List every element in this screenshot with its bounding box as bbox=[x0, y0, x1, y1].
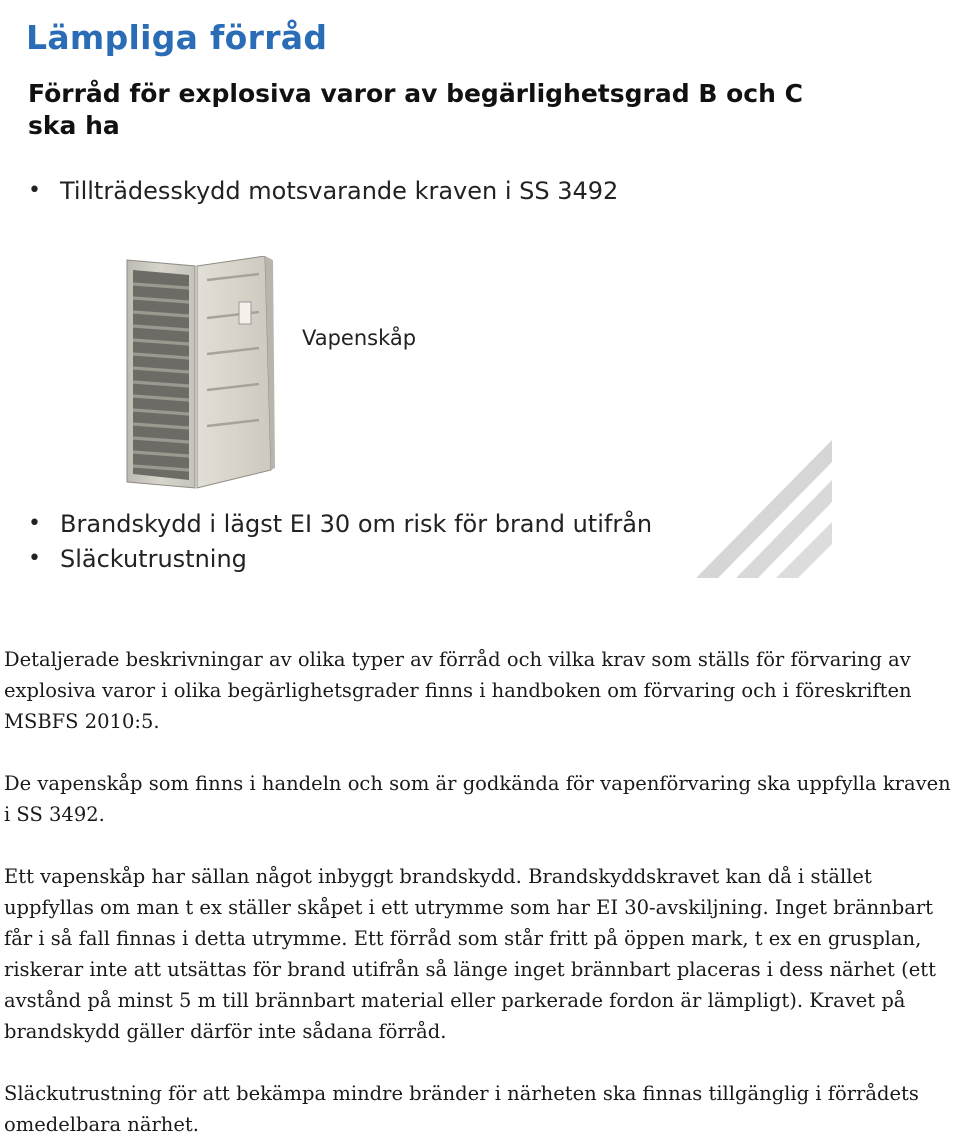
cabinet-label: Vapenskåp bbox=[302, 326, 417, 350]
bullet-fire-protection: • Brandskydd i lägst EI 30 om risk för brand utifrån bbox=[28, 509, 652, 539]
paragraph-fire-protection: Ett vapenskåp har sällan något inbyggt brandskydd. Brandskyddskravet kan då i stället uppfyllas om man t ex ställer skåpet i ett utrymme som har EI 30-avskiljning. Inget brännbart får i så fall finnas i detta utrymme. Ett förråd som står fritt på öppen mark, t ex en grusplan, riskerar inte att utsättas för brand utifrån så länge inget brännbart placeras i dess närhet (ett avstånd på minst 5 m till brännbart material eller parkerade fordon är lämpligt). Kravet på brandskydd gäller därför inte sådana förråd. bbox=[4, 865, 936, 1043]
bullet-extinguishing-equipment: • Släckutrustning bbox=[28, 544, 247, 574]
bullet-access-protection: • Tillträdesskydd motsvarande kraven i SS 3492 bbox=[28, 176, 618, 206]
decorative-corner-stripes bbox=[690, 440, 832, 578]
paragraph-storage-description: Detaljerade beskrivningar av olika typer av förråd och vilka krav som ställs för förvaring av explosiva varor i olika begärlighetsgrader finns i handboken om förvaring och i föreskriften MSBFS 2010:5. bbox=[4, 648, 912, 733]
paragraph-extinguishing: Släckutrustning för att bekämpa mindre bränder i närheten ska finnas tillgänglig i förrådets omedelbara närhet. bbox=[4, 1082, 919, 1136]
slide-image bbox=[0, 0, 840, 580]
slide-title: Lämpliga förråd bbox=[26, 18, 328, 57]
body-text bbox=[4, 644, 956, 1140]
slide-subtitle: Förråd för explosiva varor av begärlighetsgrad B och C ska ha bbox=[28, 79, 803, 140]
gun-cabinet-image bbox=[125, 256, 275, 494]
paragraph-gun-cabinets: De vapenskåp som finns i handeln och som är godkända för vapenförvaring ska uppfylla kraven i SS 3492. bbox=[4, 772, 951, 826]
